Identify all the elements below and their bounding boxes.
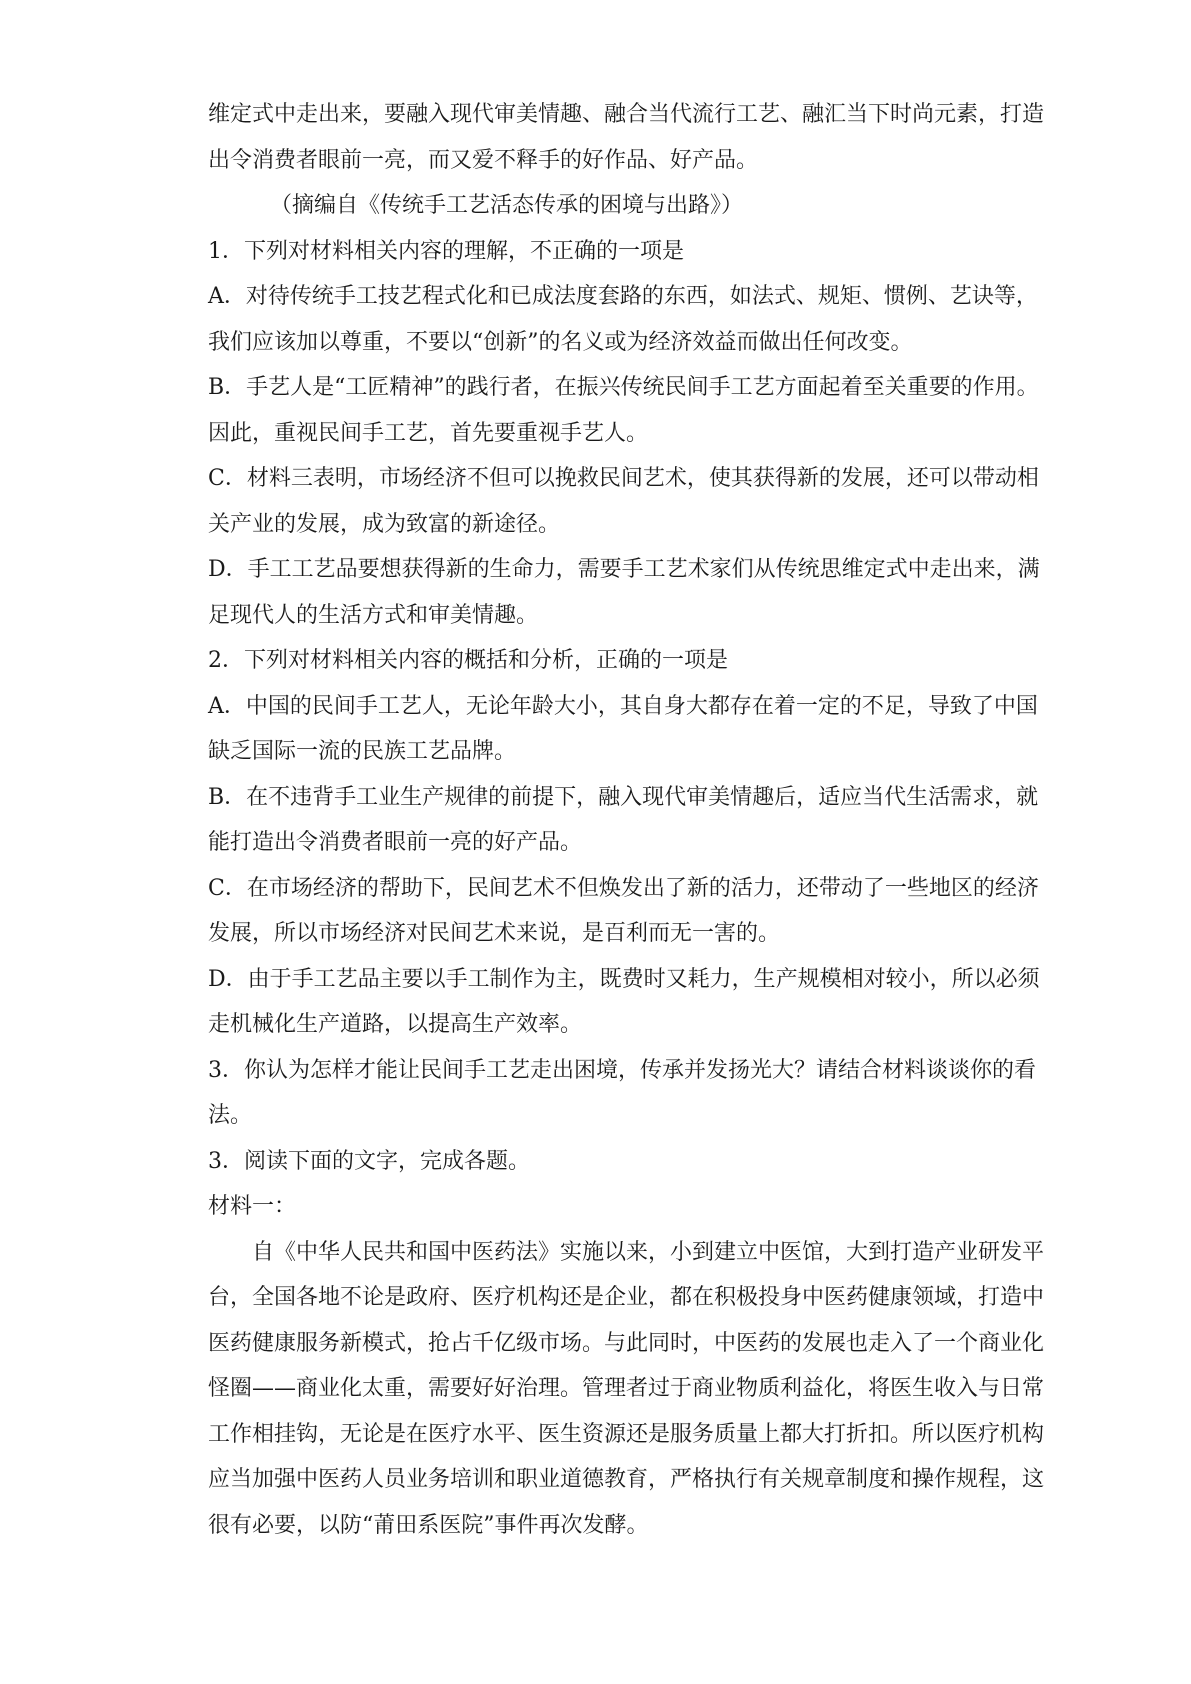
question-3-stem-cont: 法。: [208, 1103, 253, 1128]
material-paragraph-line: 台，全国各地不论是政府、医疗机构还是企业，都在积极投身中医药健康领域，打造中: [208, 1285, 1045, 1310]
material-label: 材料一：: [208, 1194, 297, 1219]
question-1-option-d-cont: 足现代人的生活方式和审美情趣。: [208, 602, 539, 628]
document-content: [208, 92, 1045, 1548]
question-2-option-d-cont: 走机械化生产道路，以提高生产效率。: [208, 1012, 583, 1037]
question-2-option-a-cont: 缺乏国际一流的民族工艺品牌。: [208, 739, 517, 764]
question-3-stem: 3．你认为怎样才能让民间手工艺走出困境，传承并发扬光大？请结合材料谈谈你的看: [208, 1057, 1036, 1083]
question-2-option-c-cont: 发展，所以市场经济对民间艺术来说，是百利而无一害的。: [208, 921, 781, 946]
passage-line: 出令消费者眼前一亮，而又爱不释手的好作品、好产品。: [208, 147, 759, 173]
question-2-option-b-cont: 能打造出令消费者眼前一亮的好产品。: [208, 830, 583, 855]
question-1-option-a-cont: 我们应该加以尊重，不要以“创新”的名义或为经济效益而做出任何改变。: [208, 329, 913, 355]
question-1-option-b-cont: 因此，重视民间手工艺，首先要重视手艺人。: [208, 420, 649, 446]
question-1-option-c: C．材料三表明，市场经济不但可以挽救民间艺术，使其获得新的发展，还可以带动相: [208, 466, 1039, 491]
question-2-option-b: B．在不违背手工业生产规律的前提下，融入现代审美情趣后，适应当代生活需求，就: [208, 784, 1039, 810]
question-1-option-d: D．手工工艺品要想获得新的生命力，需要手工艺术家们从传统思维定式中走出来，满: [208, 557, 1040, 582]
passage-line: 维定式中走出来，要融入现代审美情趣、融合当代流行工艺、融汇当下时尚元素，打造: [208, 102, 1045, 127]
question-2-option-d: D．由于手工艺品主要以手工制作为主，既费时又耗力，生产规模相对较小，所以必须: [208, 966, 1040, 992]
material-paragraph-line: 工作相挂钩，无论是在医疗水平、医生资源还是服务质量上都大打折扣。所以医疗机构: [208, 1421, 1045, 1447]
material-paragraph-line: 应当加强中医药人员业务培训和职业道德教育，严格执行有关规章制度和操作规程，这: [208, 1467, 1045, 1492]
material-paragraph-line: 很有必要，以防“莆田系医院”事件再次发酵。: [208, 1512, 649, 1538]
question-1-option-a: A．对待传统手工技艺程式化和已成法度套路的东西，如法式、规矩、惯例、艺诀等，: [208, 284, 1038, 309]
question-1-option-b: B．手艺人是“工匠精神”的践行者，在振兴传统民间手工艺方面起着至关重要的作用。: [208, 375, 1039, 400]
section-3-heading: 3．阅读下面的文字，完成各题。: [208, 1148, 530, 1174]
question-2-option-a: A．中国的民间手工艺人，无论年龄大小，其自身大都存在着一定的不足，导致了中国: [208, 693, 1038, 719]
material-paragraph-line: 怪圈——商业化太重，需要好好治理。管理者过于商业物质利益化，将医生收入与日常: [208, 1376, 1045, 1401]
question-2-option-c: C．在市场经济的帮助下，民间艺术不但焕发出了新的活力，还带动了一些地区的经济: [208, 875, 1039, 901]
question-1-stem: 1．下列对材料相关内容的理解，不正确的一项是: [208, 238, 684, 264]
material-paragraph-line: 医药健康服务新模式，抢占千亿级市场。与此同时，中医药的发展也走入了一个商业化: [208, 1330, 1045, 1356]
source-citation: （摘编自《传统手工艺活态传承的困境与出路》）: [270, 193, 744, 218]
question-2-stem: 2．下列对材料相关内容的概括和分析，正确的一项是: [208, 648, 728, 673]
material-paragraph-line: 自《中华人民共和国中医药法》实施以来，小到建立中医馆，大到打造产业研发平: [252, 1239, 1045, 1265]
question-1-option-c-cont: 关产业的发展，成为致富的新途径。: [208, 511, 561, 537]
